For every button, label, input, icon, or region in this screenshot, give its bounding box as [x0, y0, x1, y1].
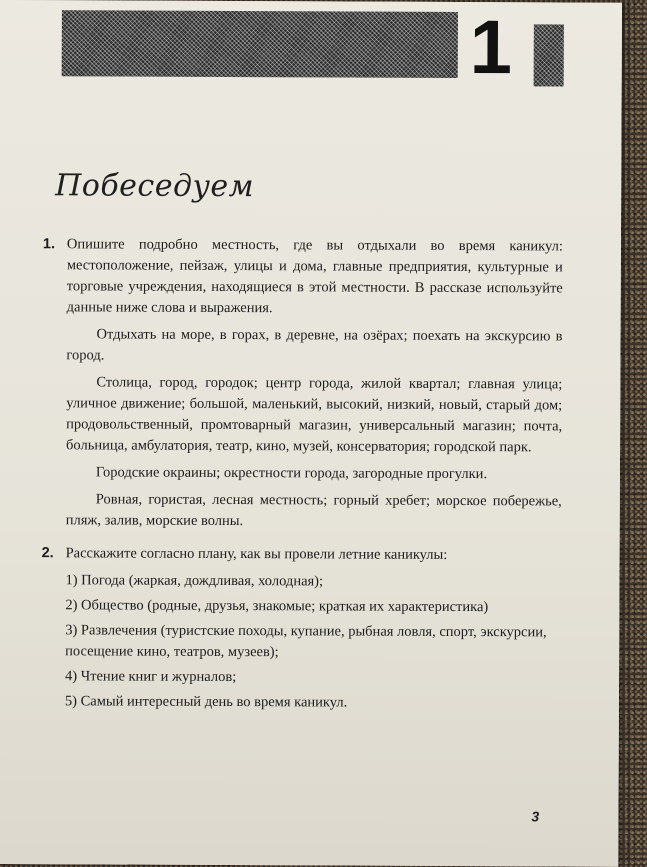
exercise-number: 1.	[42, 236, 56, 253]
chapter-banner	[62, 10, 458, 78]
exercise-number: 2.	[41, 545, 54, 562]
vocab-paragraph-outskirts: Городские окраины; окрестности города, загородные прогулки.	[95, 464, 488, 483]
exercise-2	[41, 543, 562, 714]
section-heading: Побеседуем	[55, 168, 255, 205]
plan-list	[65, 570, 562, 714]
plan-item: 4) Чтение книг и журналов;	[65, 668, 237, 686]
exercise-list	[41, 234, 563, 726]
vocab-paragraph-rest: Отдыхать на море, в горах, в деревне, на озёрах; поехать на экскурсию в город.	[66, 326, 563, 364]
page-number: 3	[531, 808, 540, 825]
exercise-1-instruction: Опишите подробно местность, где вы отдыхали во время каникул: местоположение, пейзаж, улицы и дома, главные предприятия, культурные и торговые учреждения, находящиеся в этой местности. В рассказе используйте данные ниже слова и выражения.	[66, 236, 563, 317]
chapter-number: 1	[469, 5, 513, 91]
vocab-paragraph-terrain: Ровная, гористая, лесная местность; горный хребет; морское побережье, пляж, залив, морские волны.	[65, 491, 562, 530]
chapter-banner-right	[534, 24, 564, 86]
vocab-paragraph-city: Столица, город, городок; центр города, жилой квартал; главная улица; уличное движение; большой, маленький, высокий, низкий, новый, старый дом; продовольственный, промтоварный магазин, универсальный магазин; почта, больница, амбулатория, театр, кино, музей, консерватория; городской парк.	[66, 374, 563, 456]
plan-item: 2) Общество (родные, друзья, знакомые; краткая их характеристика)	[65, 597, 489, 616]
plan-item: 5) Самый интересный день во время каникул.	[64, 693, 348, 711]
exercise-2-instruction: Расскажите согласно плану, как вы провели летние каникулы:	[65, 545, 448, 563]
plan-item: 3) Развлечения (туристские походы, купание, рыбная ловля, спорт, экскурсии, посещение кино, театров, музеев);	[65, 622, 547, 661]
exercise-1	[42, 234, 563, 533]
plan-item: 1) Погода (жаркая, дождливая, холодная);	[65, 572, 324, 590]
